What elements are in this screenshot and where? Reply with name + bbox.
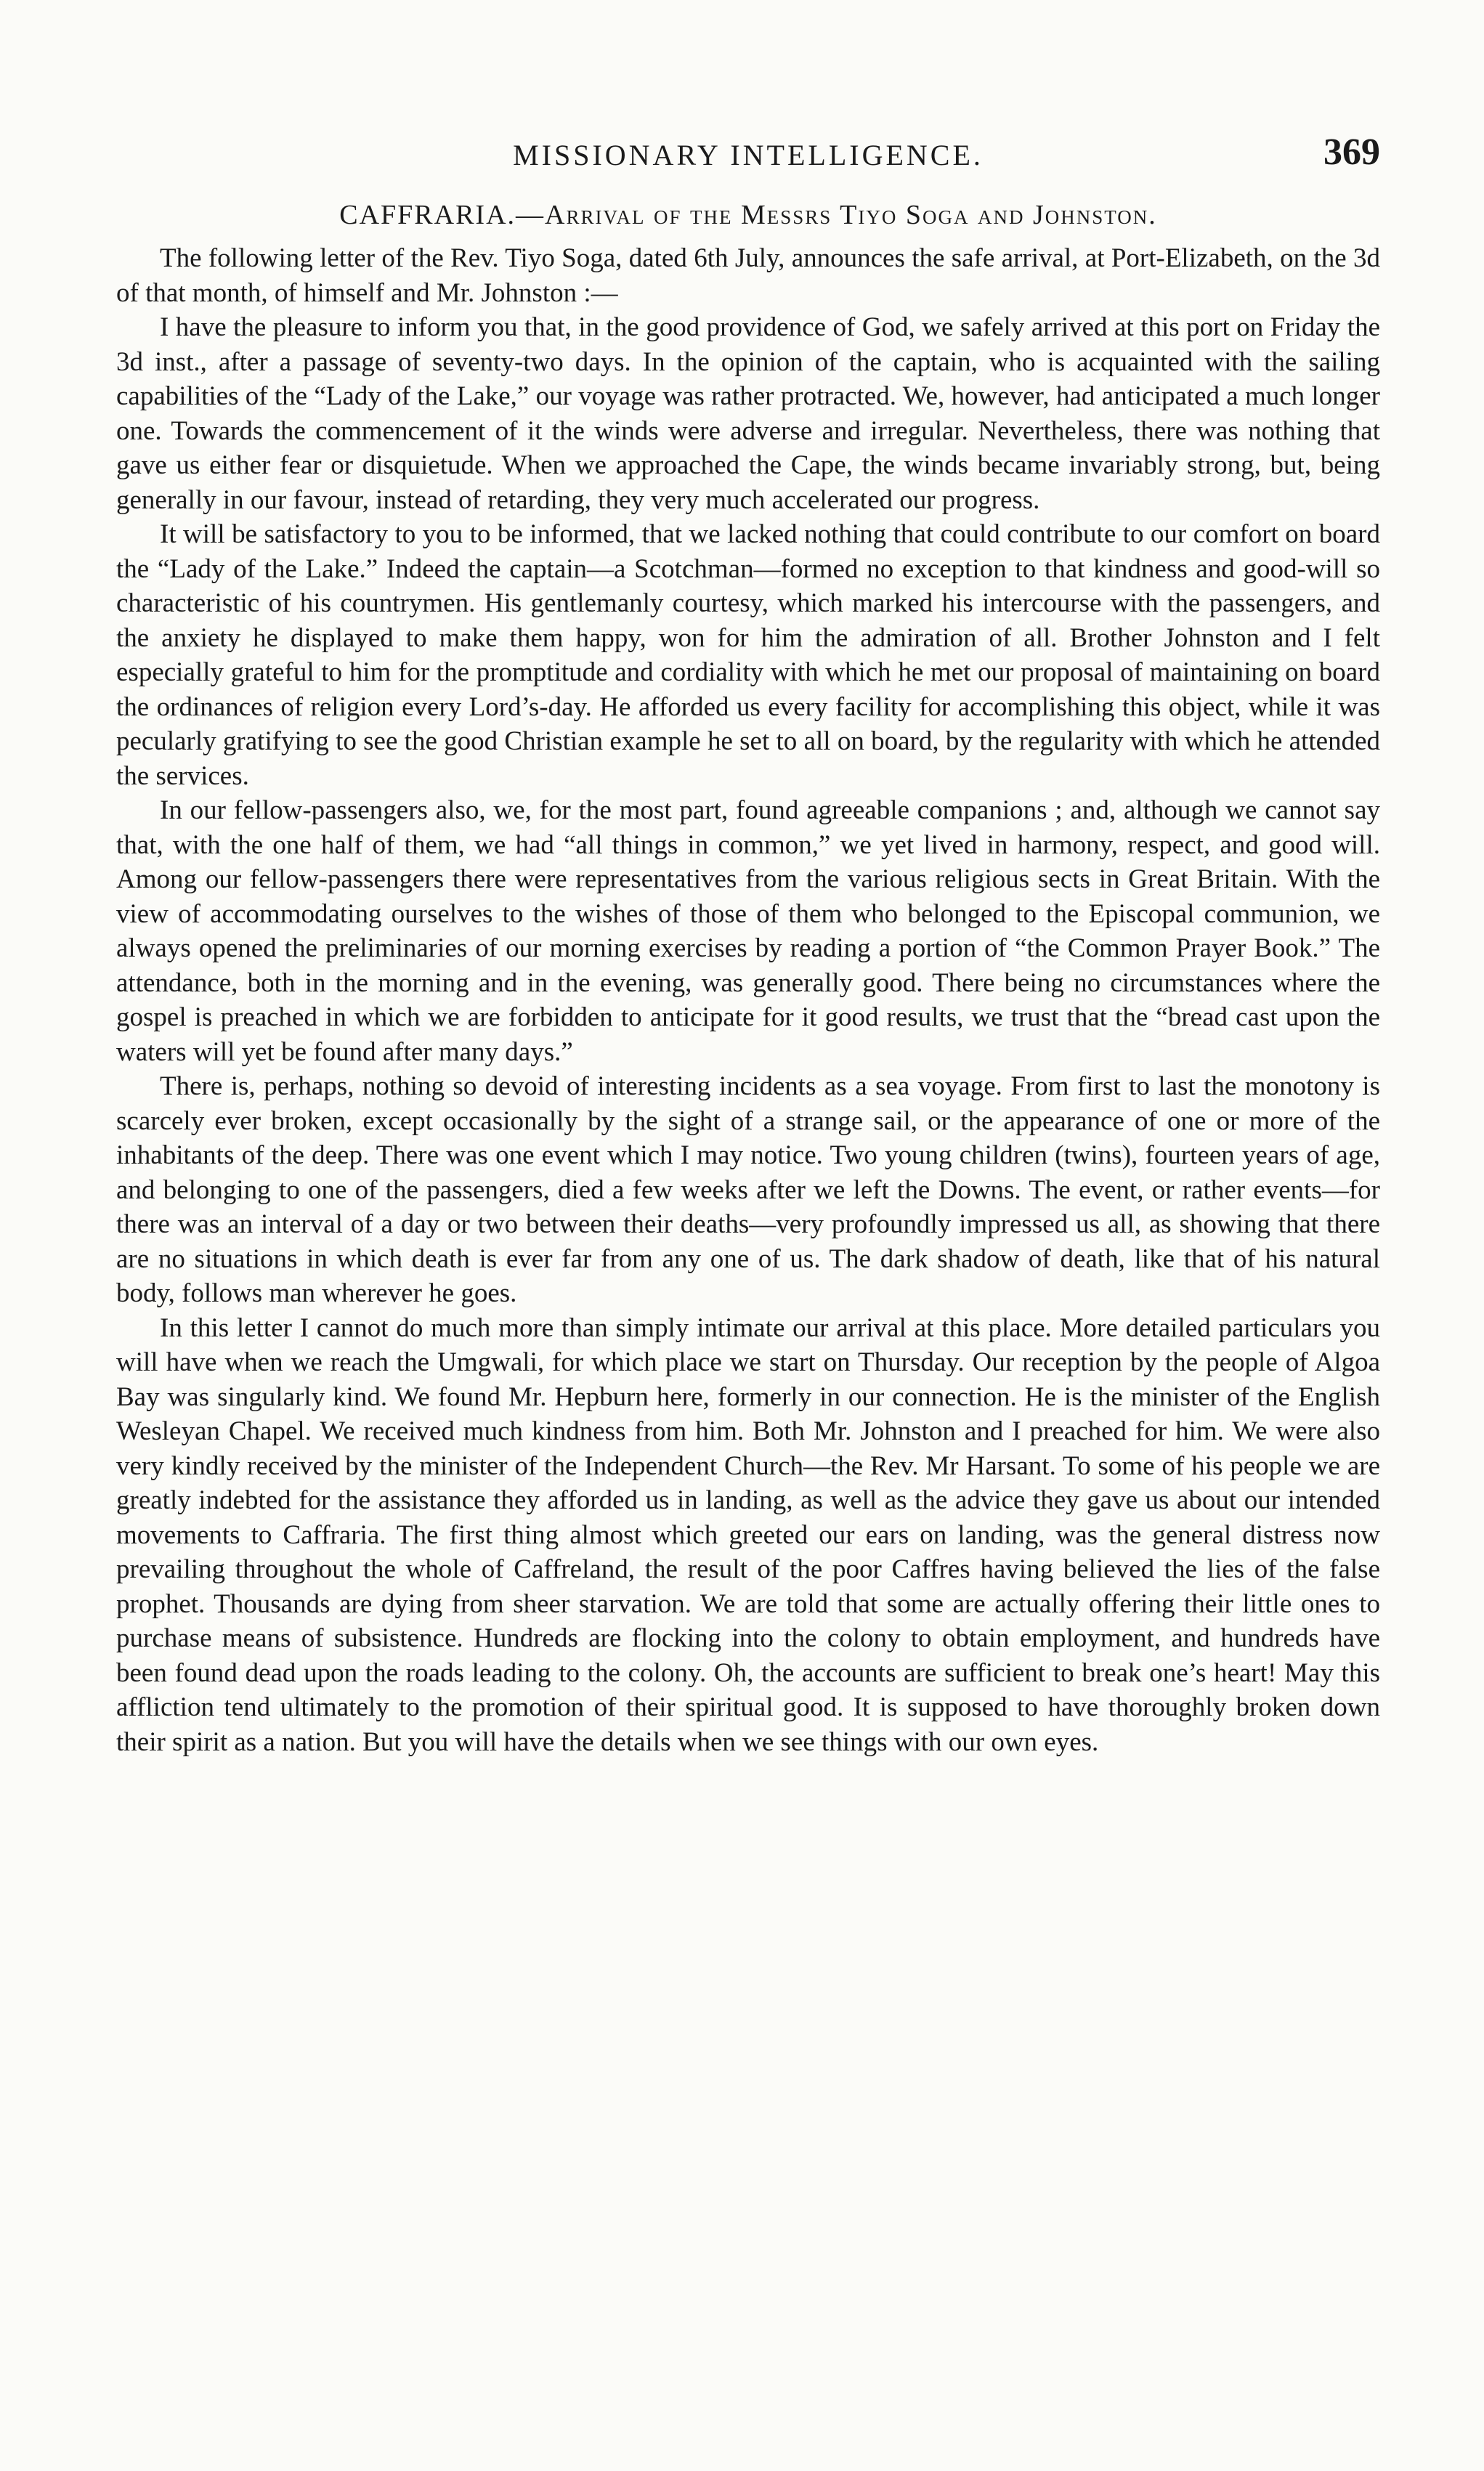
page-number: 369 (1323, 131, 1380, 173)
article-title: CAFFRARIA.—Arrival of the Messrs Tiyo Soga and Johnston. (339, 200, 1157, 230)
page (116, 131, 1380, 1759)
paragraph-4: In our fellow-passengers also, we, for the most part, found agreeable companions ; and, although we cannot say that, with the one half of them, we had “all things in common,” we yet lived in harmony, respect, and good will. Among our fellow-passengers there were representatives from the various religious sects in Great Britain. With the view of accommodating ourselves to the wishes of those of them who belonged to the Episcopal communion, we always opened the preliminaries of our morning exercises by reading a portion of “the Common Prayer Book.” The attendance, both in the morning and in the evening, was generally good. There being no circumstances where the gospel is preached in which we are forbidden to anticipate for it good results, we trust that the “bread cast upon the waters will yet be found after many days.” (116, 795, 1380, 1067)
running-head (116, 131, 1380, 182)
paragraph-1: The following letter of the Rev. Tiyo Soga, dated 6th July, announces the safe arrival, at Port-Elizabeth, on the 3d of that month, of himself and Mr. Johnston :— (116, 243, 1380, 308)
paragraph-6: In this letter I cannot do much more than simply intimate our arrival at this place. More detailed particulars you will have when we reach the Umgwali, for which place we start on Thursday. Our reception by the people of Algoa Bay was singularly kind. We found Mr. Hepburn here, formerly in our connection. He is the minister of the English Wesleyan Chapel. We received much kindness from him. Both Mr. Johnston and I preached for him. We were also very kindly received by the minister of the Independent Church—the Rev. Mr Harsant. To some of his people we are greatly indebted for the assistance they afforded us in landing, as well as the advice they gave us about our intended movements to Caffraria. The first thing almost which greeted our ears on landing, was the general distress now prevailing throughout the whole of Caffreland, the result of the poor Caffres having believed the lies of the false prophet. Thousands are dying from sheer starvation. We are told that some are actually offering their little ones to purchase means of subsistence. Hundreds are flocking into the colony to obtain employment, and hundreds have been found dead upon the roads leading to the colony. Oh, the accounts are sufficient to break one’s heart! May this affliction tend ultimately to the promotion of their spiritual good. It is supposed to have thoroughly broken down their spirit as a nation. But you will have the details when we see things with our own eyes. (116, 1312, 1380, 1757)
paragraph-5: There is, perhaps, nothing so devoid of interesting incidents as a sea voyage. From first to last the monotony is scarcely ever broken, except occasionally by the sight of a strange sail, or the appearance of one or more of the inhabitants of the deep. There was one event which I may notice. Two young children (twins), fourteen years of age, and belonging to one of the passengers, died a few weeks after we left the Downs. The event, or rather events—for there was an interval of a day or two between their deaths—very profoundly impressed us all, as showing that there are no situations in which death is ever far from any one of us. The dark shadow of death, like that of his natural body, follows man wherever he goes. (116, 1071, 1380, 1308)
running-title: MISSIONARY INTELLIGENCE. (513, 139, 984, 171)
paragraph-3: It will be satisfactory to you to be informed, that we lacked nothing that could contribute to our comfort on board the “Lady of the Lake.” Indeed the captain—a Scotchman—formed no exception to that kindness and good-will so characteristic of his countrymen. His gentlemanly courtesy, which marked his intercourse with the passengers, and the anxiety he displayed to make them happy, won for him the admiration of all. Brother Johnston and I felt especially grateful to him for the promptitude and cordiality with which he met our proposal of maintaining on board the ordinances of religion every Lord’s-day. He afforded us every facility for accomplishing this object, while it was pecularly gratifying to see the good Christian example he set to all on board, by the regularity with which he attended the services. (116, 519, 1380, 791)
article-body (116, 241, 1380, 1759)
paragraph-2: I have the pleasure to inform you that, in the good providence of God, we safely arrived at this port on Friday the 3d inst., after a passage of seventy-two days. In the opinion of the captain, who is acquainted with the sailing capabilities of the “Lady of the Lake,” our voyage was rather protracted. We, however, had anticipated a much longer one. Towards the commencement of it the winds were adverse and irregular. Nevertheless, there was nothing that gave us either fear or disquietude. When we approached the Cape, the winds became invariably strong, but, being generally in our favour, instead of retarding, they very much accelerated our progress. (116, 312, 1380, 515)
